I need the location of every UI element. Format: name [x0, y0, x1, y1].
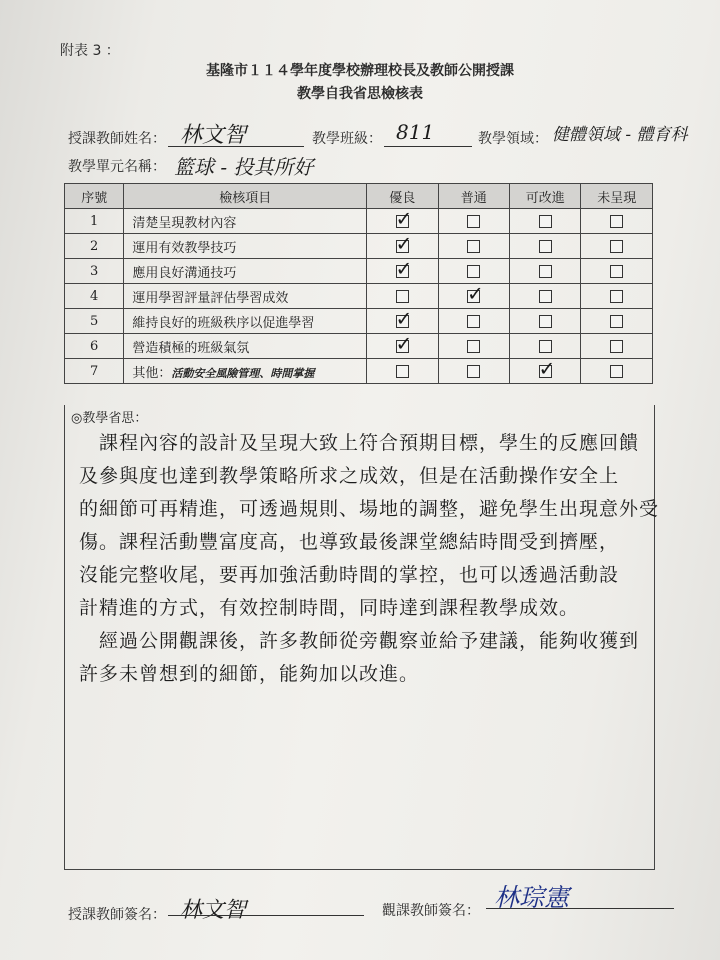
- header-average: 普通: [438, 184, 509, 209]
- row-item: [124, 334, 367, 359]
- rating-cell: [581, 359, 653, 384]
- checklist-table: [64, 183, 653, 384]
- header-not-shown: 未呈現: [581, 184, 653, 209]
- row-number: 7: [65, 359, 124, 384]
- checkbox[interactable]: [467, 265, 480, 278]
- checkbox[interactable]: [610, 240, 623, 253]
- row-item: [124, 284, 367, 309]
- rating-cell: [367, 206, 438, 234]
- form-subtitle: 教學自我省思檢核表: [297, 86, 423, 102]
- table-header-row: [65, 184, 653, 209]
- row-item: [124, 359, 367, 384]
- reflection-text: [79, 427, 659, 691]
- checkbox[interactable]: [539, 240, 552, 253]
- reflection-box: [64, 405, 660, 870]
- rating-cell: [367, 284, 438, 309]
- row-item: [124, 234, 367, 259]
- reflection-line: 沒能完整收尾，要再加強活動時間的掌控，也可以透過活動設: [79, 564, 620, 586]
- reflection-line: 傷。課程活動豐富度高，也導致最後課堂總結時間受到擠壓，: [79, 531, 620, 553]
- row-item: [124, 259, 367, 284]
- checkbox[interactable]: [610, 265, 623, 278]
- class-label: 教學班級：: [312, 131, 382, 147]
- table-row: [65, 234, 653, 259]
- row-number: 1: [65, 209, 124, 234]
- rating-cell: [510, 334, 581, 359]
- domain-label: 教學領域：: [478, 131, 548, 147]
- rating-cell: [438, 259, 509, 284]
- header-item: 檢核項目: [124, 184, 367, 209]
- table-row: [65, 284, 653, 309]
- row-item-label: 運用有效教學技巧: [132, 240, 237, 256]
- row-item: [124, 209, 367, 234]
- checkbox[interactable]: [396, 290, 409, 303]
- checkbox[interactable]: [539, 315, 552, 328]
- teacher-signature: 林文智: [180, 898, 247, 923]
- row-item: [124, 309, 367, 334]
- rating-cell: [438, 359, 509, 384]
- rating-cell: [510, 309, 581, 334]
- checkbox[interactable]: [396, 365, 409, 378]
- reflection-line: 課程內容的設計及呈現大致上符合預期目標，學生的反應回饋: [79, 432, 640, 454]
- check-mark-icon: ✓: [467, 281, 484, 306]
- rating-cell: [367, 306, 438, 334]
- teacher-sign-label: 授課教師簽名：: [68, 907, 166, 923]
- checkbox[interactable]: [467, 365, 480, 378]
- rating-cell: [581, 284, 653, 309]
- rating-cell: [438, 234, 509, 259]
- checkbox[interactable]: [467, 215, 480, 228]
- check-mark-icon: ✓: [395, 306, 413, 331]
- rating-cell: [510, 259, 581, 284]
- check-mark-icon: ✓: [395, 331, 413, 356]
- row-number: 4: [65, 284, 124, 309]
- teacher-sign-underline: [168, 915, 364, 916]
- observer-sign-underline: [486, 908, 674, 909]
- checkbox[interactable]: [467, 315, 480, 328]
- rating-cell: [510, 356, 581, 384]
- checkbox[interactable]: [539, 265, 552, 278]
- class-underline: [384, 146, 472, 147]
- row-number: 3: [65, 259, 124, 284]
- rating-cell: [510, 234, 581, 259]
- header-improvable: 可改進: [510, 184, 581, 209]
- table-row: [65, 334, 653, 359]
- checkbox[interactable]: [610, 215, 623, 228]
- rating-cell: [438, 281, 509, 309]
- rating-cell: [581, 334, 653, 359]
- reflection-line: 計精進的方式，有效控制時間，同時達到課程教學成效。: [79, 597, 580, 619]
- rating-cell: [510, 209, 581, 234]
- checkbox[interactable]: [610, 315, 623, 328]
- reflection-line: 及參與度也達到教學策略所求之成效，但是在活動操作安全上: [79, 465, 620, 487]
- form-title: 基隆市１１４學年度學校辦理校長及教師公開授課: [206, 63, 514, 79]
- checkbox[interactable]: [539, 290, 552, 303]
- unit-label: 教學單元名稱：: [68, 159, 166, 175]
- header-no: 序號: [65, 184, 124, 209]
- rating-cell: [367, 256, 438, 284]
- rating-cell: [367, 359, 438, 384]
- row-number: 6: [65, 334, 124, 359]
- rating-cell: [581, 209, 653, 234]
- reflection-heading: ◎教學省思：: [71, 411, 148, 426]
- table-row: [65, 209, 653, 234]
- unit-value: 籃球 - 投其所好: [174, 155, 314, 179]
- reflection-line: 許多未曾想到的細節，能夠加以改進。: [79, 663, 420, 685]
- rating-cell: [510, 284, 581, 309]
- check-mark-icon: ✓: [538, 356, 556, 381]
- check-mark-icon: ✓: [395, 256, 413, 281]
- row-item-label: 清楚呈現教材內容: [132, 215, 237, 231]
- checkbox[interactable]: [610, 340, 623, 353]
- domain-value: 健體領域 - 體育科: [552, 125, 688, 145]
- rating-cell: [438, 309, 509, 334]
- row-item-label: 運用學習評量評估學習成效: [132, 290, 289, 306]
- rating-cell: [581, 259, 653, 284]
- row-item-label: 維持良好的班級秩序以促進學習: [132, 315, 315, 331]
- row-number: 5: [65, 309, 124, 334]
- check-mark-icon: ✓: [395, 206, 413, 231]
- checkbox[interactable]: [467, 240, 480, 253]
- teacher-name-value: 林文智: [180, 123, 247, 148]
- rating-cell: [367, 331, 438, 359]
- rating-cell: [438, 209, 509, 234]
- table-row: [65, 359, 653, 384]
- row-item-label: 應用良好溝通技巧: [132, 265, 237, 281]
- checkbox[interactable]: [610, 290, 623, 303]
- rating-cell: [367, 231, 438, 259]
- teacher-name-underline: [168, 146, 304, 147]
- checkbox[interactable]: [467, 340, 480, 353]
- observer-sign-label: 觀課教師簽名：: [382, 903, 480, 919]
- row-item-other-handwritten: 活動安全風險管理、時間掌握: [171, 366, 315, 380]
- check-mark-icon: ✓: [395, 231, 413, 256]
- rating-cell: [581, 309, 653, 334]
- checkbox[interactable]: [539, 340, 552, 353]
- rating-cell: [438, 334, 509, 359]
- observer-signature: 林琮憲: [494, 883, 570, 912]
- table-row: [65, 259, 653, 284]
- row-item-label: 營造積極的班級氣氛: [132, 340, 250, 356]
- reflection-line: 的細節可再精進，可透過規則、場地的調整，避免學生出現意外受: [79, 498, 660, 520]
- row-number: 2: [65, 234, 124, 259]
- table-row: [65, 309, 653, 334]
- teacher-name-label: 授課教師姓名：: [68, 131, 166, 147]
- checkbox[interactable]: [539, 215, 552, 228]
- row-item-label: 其他：: [132, 365, 172, 381]
- checkbox[interactable]: [610, 365, 623, 378]
- appendix-label: 附表 3 ：: [60, 43, 120, 59]
- reflection-line: 經過公開觀課後，許多教師從旁觀察並給予建議，能夠收獲到: [79, 630, 640, 652]
- header-excellent: 優良: [367, 184, 438, 209]
- class-value: 811: [396, 120, 435, 144]
- rating-cell: [581, 234, 653, 259]
